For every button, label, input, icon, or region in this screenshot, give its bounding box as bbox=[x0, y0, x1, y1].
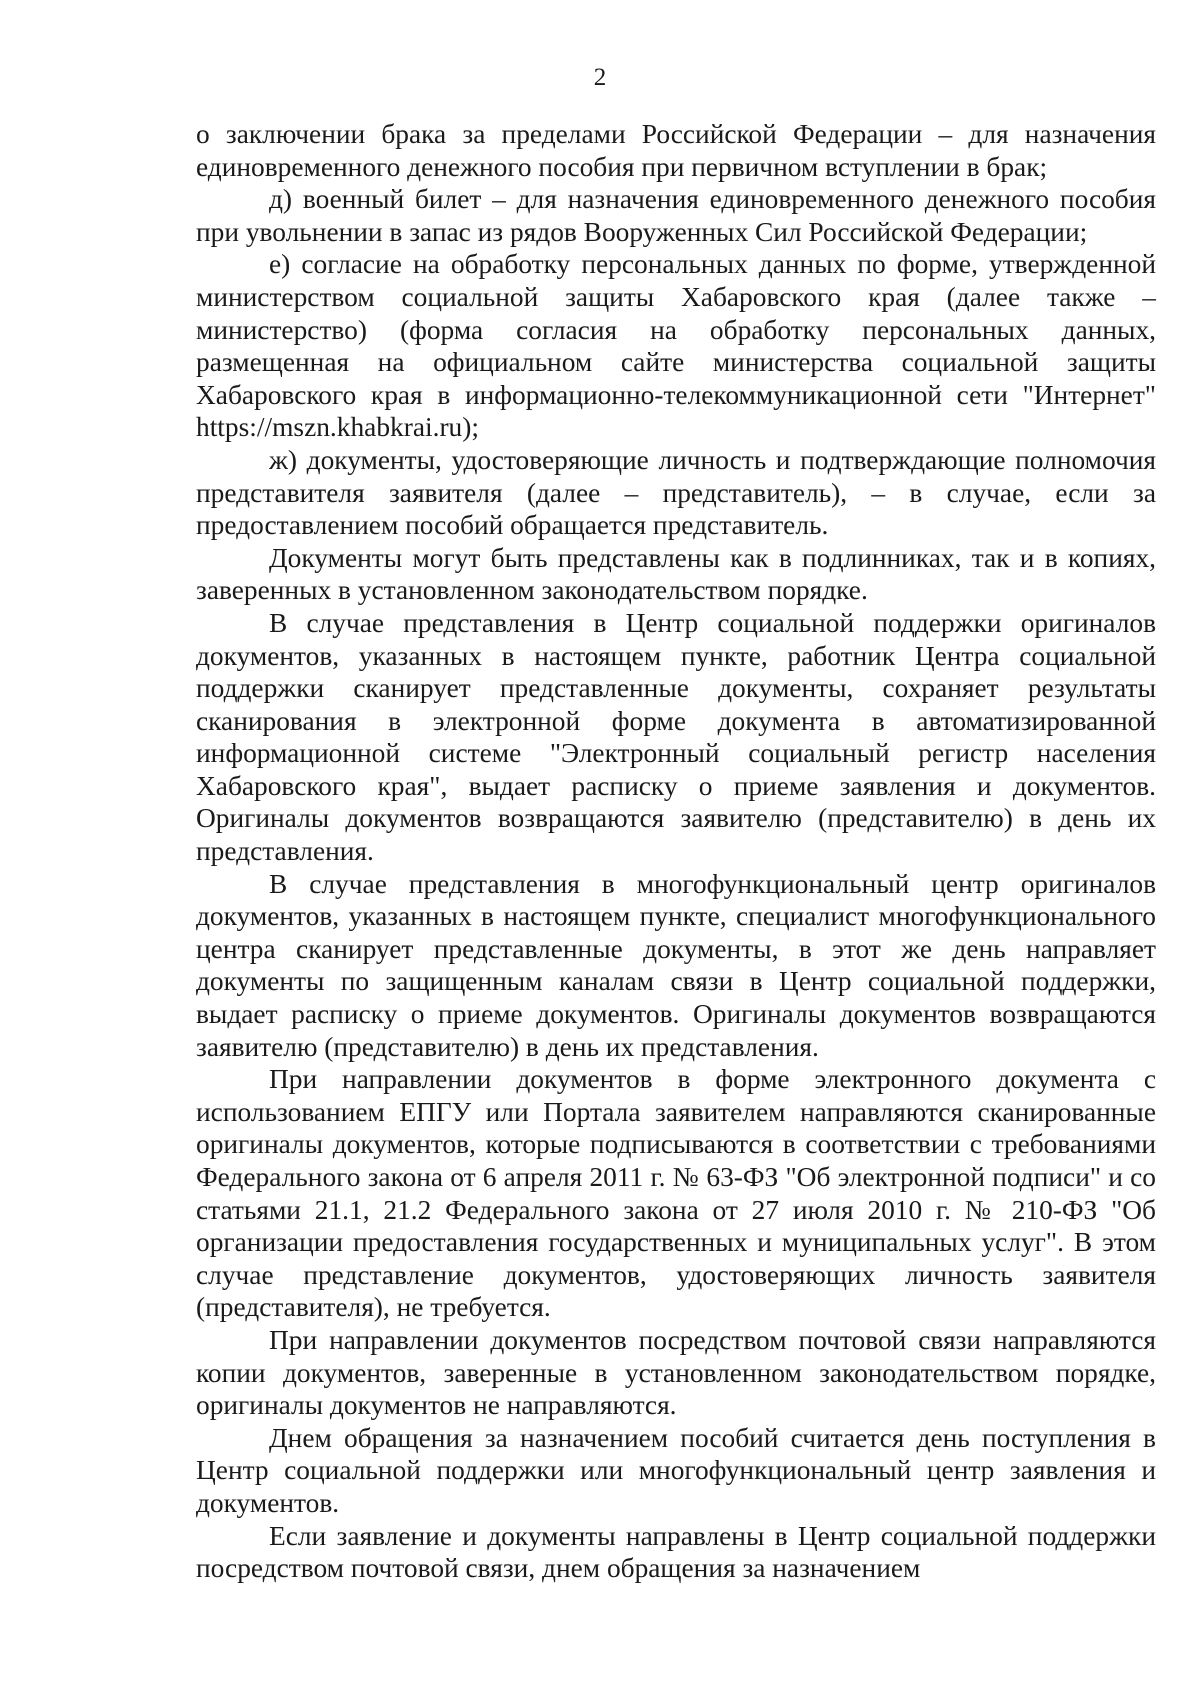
paragraph-originals-or-copies: Документы могут быть представлены как в подлинниках, так и в копиях, заверенных в установленном законодательством порядке. bbox=[196, 542, 1156, 606]
paragraph-multifunctional-center: В случае представления в многофункциональный центр оригиналов документов, указанных в настоящем пункте, специалист многофункционального центра сканирует представленные документы, в этот же день направляет документы по защищенным каналам связи в Центр социальной поддержки, выдает расписку о приеме документов. Оригиналы документов возвращаются заявителю (представителю) в день их представления. bbox=[196, 868, 1156, 1062]
paragraph-representative-documents: ж) документы, удостоверяющие личность и подтверждающие полномочия представителя заявителя (далее – представитель), – в случае, если за предоставлением пособий обращается представитель. bbox=[196, 444, 1156, 541]
paragraph-social-support-center: В случае представления в Центр социальной поддержки оригиналов документов, указанных в настоящем пункте, работник Центра социальной поддержки сканирует представленные документы, сохраняет результаты сканирования в электронной форме документа в автоматизированной информационной системе "Электронный социальный регистр населения Хабаровского края", выдает расписку о приеме заявления и документов. Оригиналы документов возвращаются заявителю (представителю) в день их представления. bbox=[196, 607, 1156, 867]
page-number: 2 bbox=[593, 64, 607, 91]
paragraph-marriage-abroad: о заключении брака за пределами Российской Федерации – для назначения единовременного денежного пособия при первичном вступлении в брак; bbox=[196, 119, 1156, 182]
paragraph-postal-application-date: Если заявление и документы направлены в Центр социальной поддержки посредством почтовой связи, днем обращения за назначением bbox=[196, 1520, 1156, 1584]
paragraph-personal-data-consent: е) согласие на обработку персональных данных по форме, утвержденной министерством социальной защиты Хабаровского края (далее также – министерство) (форма согласия на обработку персональных данных, размещенная на официальном сайте министерства социальной защиты Хабаровского края в информационно-телекоммуникационной сети "Интернет" https://mszn.khabkrai.ru); bbox=[196, 249, 1156, 443]
document-body bbox=[196, 118, 1156, 1585]
paragraph-electronic-submission: При направлении документов в форме электронного документа с использованием ЕПГУ или Портала заявителем направляются сканированные оригиналы документов, которые подписываются в соответствии с требованиями Федерального закона от 6 апреля 2011 г. № 63-ФЗ "Об электронной подписи" и со статьями 21.1, 21.2 Федерального закона от 27 июля 2010 г. № 210-ФЗ "Об организации предоставления государственных и муниципальных услуг". В этом случае представление документов, удостоверяющих личность заявителя (представителя), не требуется. bbox=[196, 1064, 1156, 1323]
paragraph-postal-submission: При направлении документов посредством почтовой связи направляются копии документов, заверенные в установленном законодательством порядке, оригиналы документов не направляются. bbox=[196, 1324, 1156, 1421]
paragraph-military-id: д) военный билет – для назначения единовременного денежного пособия при увольнении в запас из рядов Вооруженных Сил Российской Федерации; bbox=[196, 184, 1156, 247]
paragraph-application-date: Днем обращения за назначением пособий считается день поступления в Центр социальной поддержки или многофункциональный центр заявления и документов. bbox=[196, 1422, 1156, 1518]
